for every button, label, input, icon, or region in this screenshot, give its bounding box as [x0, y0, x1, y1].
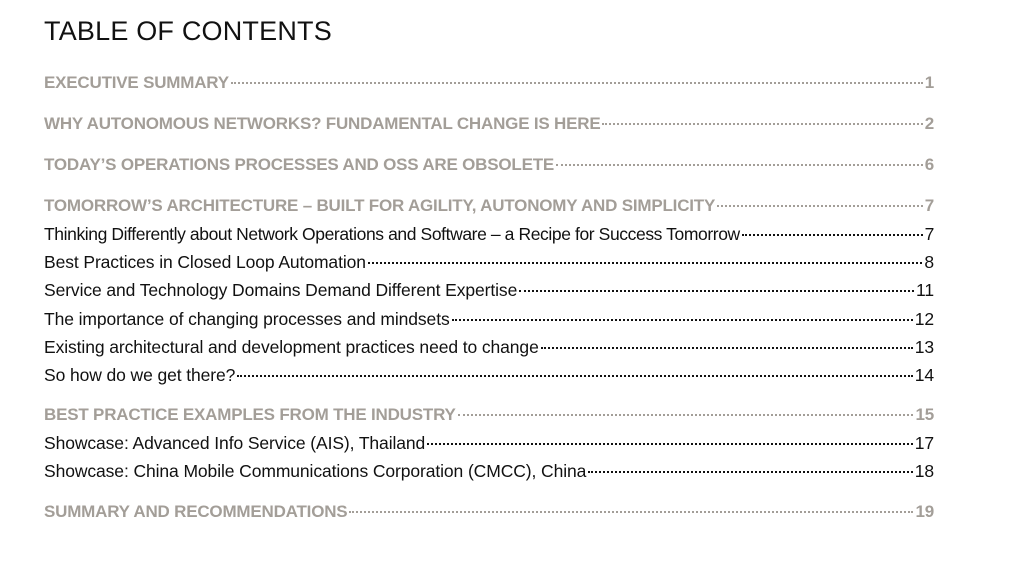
toc-entry-text: Existing architectural and development practices need to change — [44, 337, 539, 357]
toc-entry-get-there[interactable] — [44, 365, 934, 386]
dot-leader — [452, 319, 913, 321]
dot-leader — [742, 234, 923, 236]
toc-entry-text: Thinking Differently about Network Operations and Software – a Recipe for Success Tomorrow — [44, 224, 740, 244]
toc-entry-closed-loop-automation[interactable] — [44, 252, 934, 273]
toc-entry-executive-summary[interactable] — [44, 73, 934, 93]
toc-entry-thinking-differently[interactable] — [44, 224, 934, 245]
dot-leader — [427, 443, 913, 445]
dot-leader — [541, 347, 913, 349]
toc-entry-showcase-cmcc[interactable] — [44, 461, 934, 482]
toc-entry-changing-processes[interactable] — [44, 309, 934, 330]
toc-page-number: 1 — [924, 73, 934, 92]
toc-page-number: 6 — [924, 155, 934, 174]
toc-entry-service-technology-domains[interactable] — [44, 280, 934, 301]
dot-leader — [519, 290, 914, 292]
toc-entry-todays-operations[interactable] — [44, 155, 934, 175]
toc-page-number: 7 — [924, 224, 934, 244]
toc-page-number: 8 — [924, 252, 934, 272]
toc-entry-text: Showcase: Advanced Info Service (AIS), Thailand — [44, 433, 426, 453]
dot-leader — [602, 123, 922, 125]
toc-entry-architectural-practices[interactable] — [44, 337, 934, 358]
toc-page-number: 19 — [915, 502, 934, 521]
toc-entry-text: Service and Technology Domains Demand Different Expertise — [44, 280, 518, 300]
toc-page-number: 18 — [914, 461, 934, 481]
dot-leader — [231, 82, 923, 84]
toc-page-number: 15 — [915, 405, 934, 424]
toc-entry-text: The importance of changing processes and mindsets — [44, 309, 450, 329]
toc-entry-text: WHY AUTONOMOUS NETWORKS? FUNDAMENTAL CHANGE IS HERE — [44, 114, 601, 133]
toc-page-number: 2 — [924, 114, 934, 133]
toc-entry-text: So how do we get there? — [44, 365, 236, 385]
toc-entry-why-autonomous-networks[interactable] — [44, 114, 934, 134]
dot-leader — [458, 414, 914, 416]
toc-page-number: 12 — [914, 309, 934, 329]
toc-page-number: 13 — [914, 337, 934, 357]
toc-page-number: 7 — [924, 196, 934, 215]
dot-leader — [349, 511, 913, 513]
toc-page-number: 14 — [914, 365, 934, 385]
toc-entry-text: Showcase: China Mobile Communications Corporation (CMCC), China — [44, 461, 587, 481]
dot-leader — [237, 375, 912, 377]
toc-entry-text: TOMORROW’S ARCHITECTURE – BUILT FOR AGILITY, AUTONOMY AND SIMPLICITY — [44, 196, 716, 215]
dot-leader — [717, 205, 923, 207]
dot-leader — [588, 471, 912, 473]
toc-entry-summary-recommendations[interactable] — [44, 502, 934, 522]
toc-entry-text: SUMMARY AND RECOMMENDATIONS — [44, 502, 348, 521]
dot-leader — [556, 164, 923, 166]
toc-entry-text: Best Practices in Closed Loop Automation — [44, 252, 366, 272]
toc-entry-text: BEST PRACTICE EXAMPLES FROM THE INDUSTRY — [44, 405, 456, 424]
toc-entry-tomorrows-architecture[interactable] — [44, 196, 934, 216]
dot-leader — [368, 262, 922, 264]
toc-entry-text: EXECUTIVE SUMMARY — [44, 73, 229, 92]
toc-title: TABLE OF CONTENTS — [44, 16, 332, 46]
toc-entry-showcase-ais[interactable] — [44, 433, 934, 454]
toc-entry-best-practice-examples[interactable] — [44, 405, 934, 425]
toc-page-number: 17 — [914, 433, 934, 453]
toc-page-number: 11 — [916, 280, 934, 300]
toc-entry-text: TODAY’S OPERATIONS PROCESSES AND OSS ARE OBSOLETE — [44, 155, 555, 174]
